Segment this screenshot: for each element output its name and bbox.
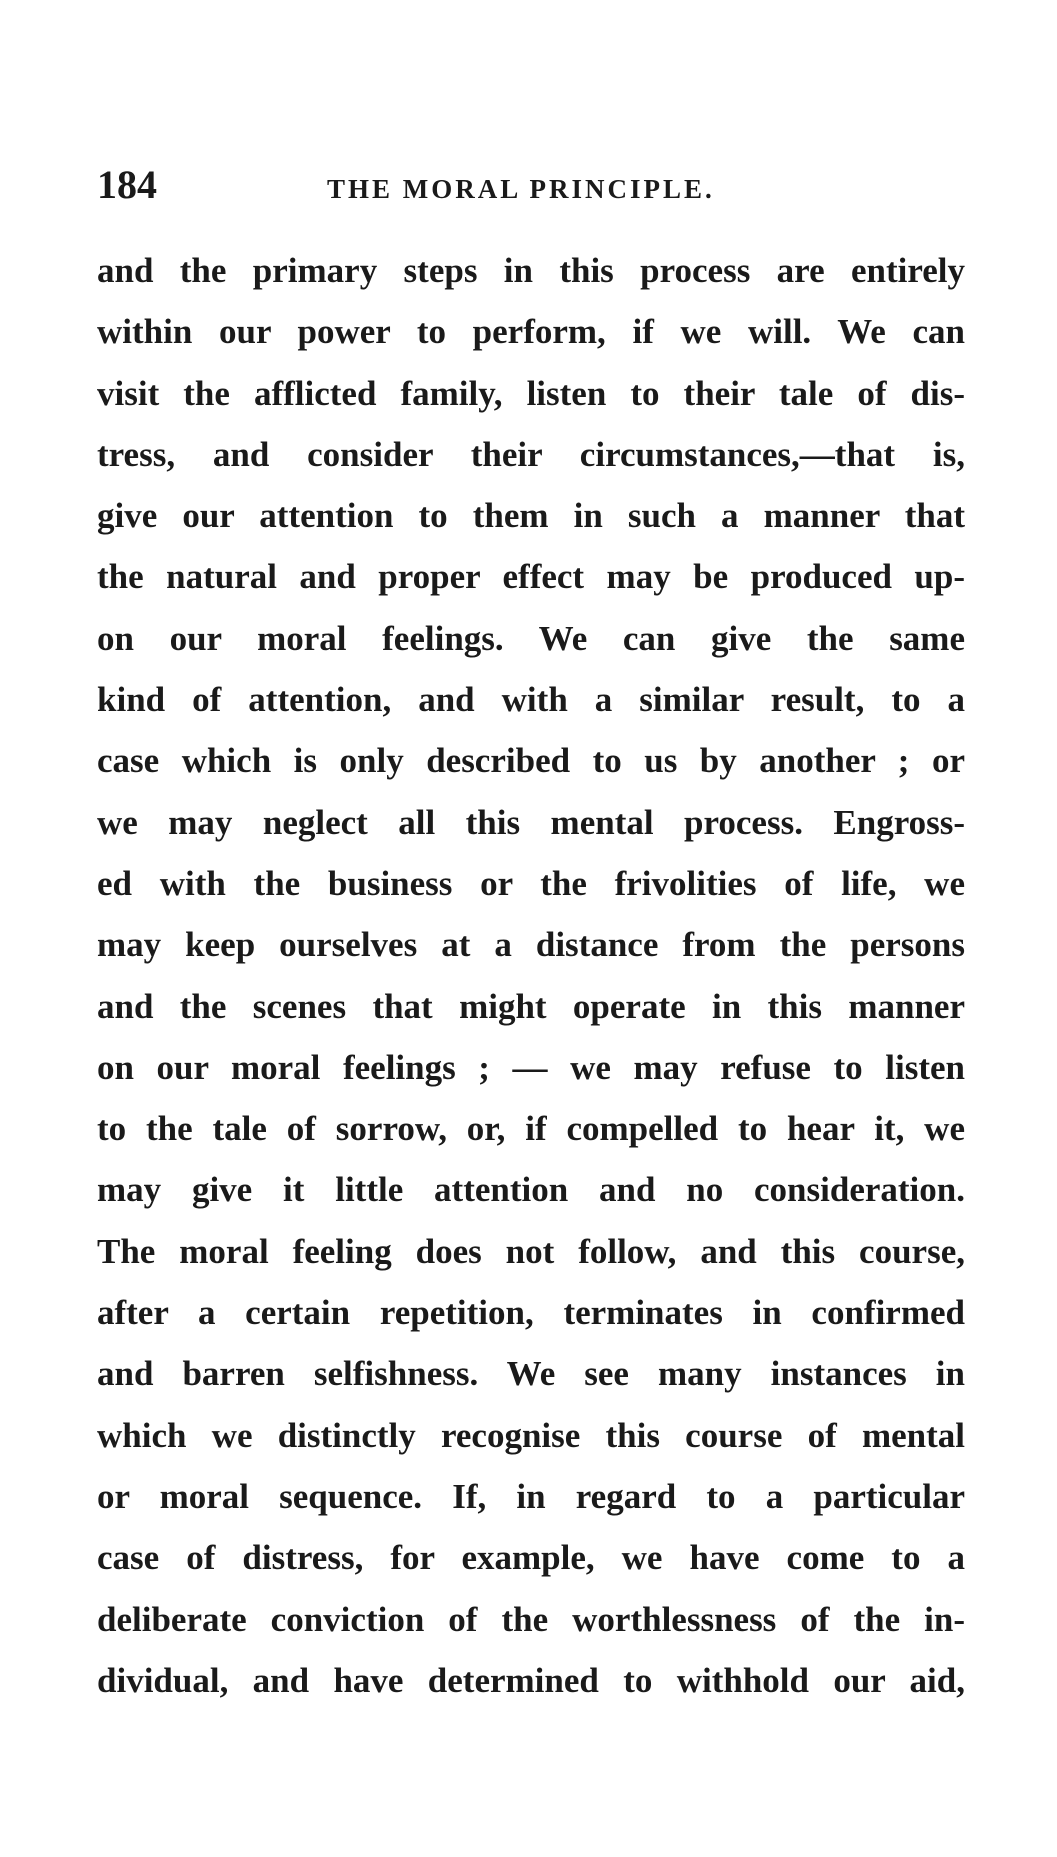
text-line: may keep ourselves at a distance from the persons	[97, 925, 965, 965]
text-line: give our attention to them in such a manner that	[97, 496, 965, 536]
body-text	[97, 240, 965, 1711]
text-line: The moral feeling does not follow, and this course,	[97, 1231, 965, 1271]
text-line: to the tale of sorrow, or, if compelled to hear it, we	[97, 1109, 965, 1149]
text-line: case which is only described to us by another ; or	[97, 741, 965, 781]
text-line: and the primary steps in this process are entirely	[97, 251, 965, 290]
page-number: 184	[97, 162, 157, 207]
text-line: deliberate conviction of the worthlessness of the in-	[97, 1599, 965, 1639]
text-line: and barren selfishness. We see many instances in	[97, 1354, 965, 1394]
text-line: on our moral feelings ; — we may refuse to listen	[97, 1047, 965, 1087]
text-line: ed with the business or the frivolities of life, we	[97, 863, 965, 903]
running-head	[97, 160, 965, 210]
text-line: visit the afflicted family, listen to their tale of dis-	[97, 373, 965, 413]
text-line: case of distress, for example, we have come to a	[97, 1538, 965, 1578]
chapter-title: THE MORAL PRINCIPLE.	[327, 174, 715, 204]
text-line: or moral sequence. If, in regard to a particular	[97, 1476, 965, 1516]
text-line: kind of attention, and with a similar result, to a	[97, 680, 965, 720]
text-line: dividual, and have determined to withhold our aid,	[97, 1660, 965, 1700]
text-line: and the scenes that might operate in this manner	[97, 986, 965, 1026]
text-line: the natural and proper effect may be produced up-	[97, 557, 965, 597]
text-line: may give it little attention and no consideration.	[97, 1170, 965, 1210]
text-line: within our power to perform, if we will. We can	[97, 312, 965, 352]
text-line: tress, and consider their circumstances,—that is,	[97, 434, 965, 474]
text-line: after a certain repetition, terminates in confirmed	[97, 1293, 965, 1333]
text-line: which we distinctly recognise this course of mental	[97, 1415, 965, 1455]
text-line: on our moral feelings. We can give the same	[97, 618, 965, 658]
text-line: we may neglect all this mental process. Engross-	[97, 802, 965, 842]
